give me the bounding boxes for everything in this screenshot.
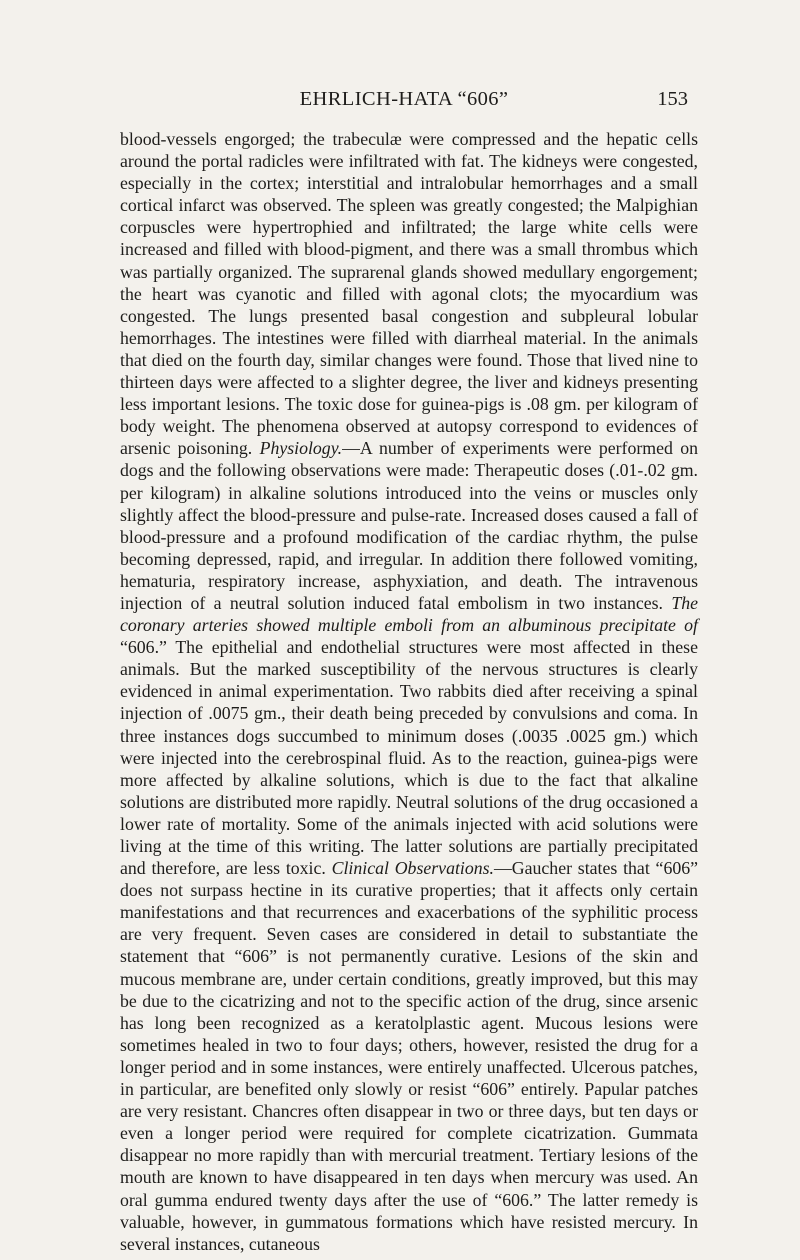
text-run: “606.” The epithelial and endothelial structures were most affected in these animals. But the marked susceptibility of the nervous structures is clearly evidenced in animal experimentation. Two rabbits died after receiving a spinal injection of .0075 gm., their death being preceded by convulsions and coma. In three instances dogs succumbed to minimum doses (.0035 .0025 gm.) which were injected into the cerebrospinal fluid. As to the reaction, guinea-pigs were more affected by alkaline solutions, which is due to the fact that alkaline solutions are distributed more rapidly. Neutral solutions of the drug occasioned a lower rate of mortality. Some of the animals injected with acid solutions were living at the time of this writing. The latter solutions are partially precipitated and therefore, are less toxic. (120, 637, 698, 879)
text-run: blood-vessels engorged; the trabeculæ were compressed and the hepatic cells around the portal radicles were infiltrated with fat. The kidneys were congested, especially in the cortex; interstitial and intralobular hemorrhages and a small cortical infarct was observed. The spleen was greatly congested; the Malpighian corpuscles were hypertrophied and infiltrated; the large white cells were increased and filled with blood-pigment, and there was a small thrombus which was partially organized. The suprarenal glands showed medullary engorgement; the heart was cyanotic and filled with agonal clots; the myocardium was congested. The lungs presented basal congestion and subpleural lobular hemorrhages. The intestines were filled with diarrheal material. In the animals that died on the fourth day, similar changes were found. Those that lived nine to thirteen days were affected to a slighter degree, the liver and kidneys presenting less important lesions. The toxic dose for guinea-pigs is .08 gm. per kilogram of body weight. The phenomena observed at autopsy correspond to evidences of arsenic poisoning. (120, 129, 698, 459)
section-heading-physiology: Physiology. (259, 438, 343, 459)
text-run: —Gaucher states that “606” does not surpass hectine in its curative properties; that it affects only certain manifestations and that recurrences and exacerbations of the syphilitic process are very frequent. Seven cases are considered in detail to substantiate the statement that “606” is not permanently curative. Lesions of the skin and mucous membrane are, under certain conditions, greatly improved, but this may be due to the cicatrizing and not to the specific action of the drug, since arsenic has long been recognized as a keratolplastic agent. Mucous lesions were sometimes healed in two to four days; others, however, resisted the drug for a longer period and in some instances, were entirely unaffected. Ulcerous patches, in particular, are benefited only slowly or resist “606” entirely. Papular patches are very resistant. Chancres often disappear in two or three days, but ten days or even a longer period were required for complete cicatrization. Gummata disappear no more rapidly than with mercurial treatment. Tertiary lesions of the mouth are known to have disappeared in ten days when mercury was used. An oral gumma endured twenty days after the use of “606.” The latter remedy is valuable, however, in gummatous formations which have resisted mercury. In several instances, cutaneous (120, 858, 699, 1254)
text-run: —A number of experiments were performed on dogs and the following observations were made: Therapeutic doses (.01-.02 gm. per kilogram) in alkaline solutions introduced into the veins or muscles only slightly affect the blood-pressure and pulse-rate. Increased doses caused a fall of blood-pressure and a profound modification of the cardiac rhythm, the pulse becoming depressed, rapid, and irregular. In addition there followed vomiting, hematuria, respiratory increase, asphyxiation, and death. The intravenous injection of a neutral solution induced fatal embolism in two instances. (120, 438, 698, 613)
section-heading-clinical-observations: Clinical Observations. (331, 858, 494, 879)
running-head: EHRLICH-HATA “606” (299, 88, 509, 110)
page-header (120, 88, 688, 118)
italic-emphasis: The coronary arteries showed multiple emboli from an albuminous precipitate of (120, 592, 698, 636)
page-number: 153 (657, 88, 688, 110)
body-paragraph (120, 128, 698, 1255)
body-text (120, 128, 698, 1255)
